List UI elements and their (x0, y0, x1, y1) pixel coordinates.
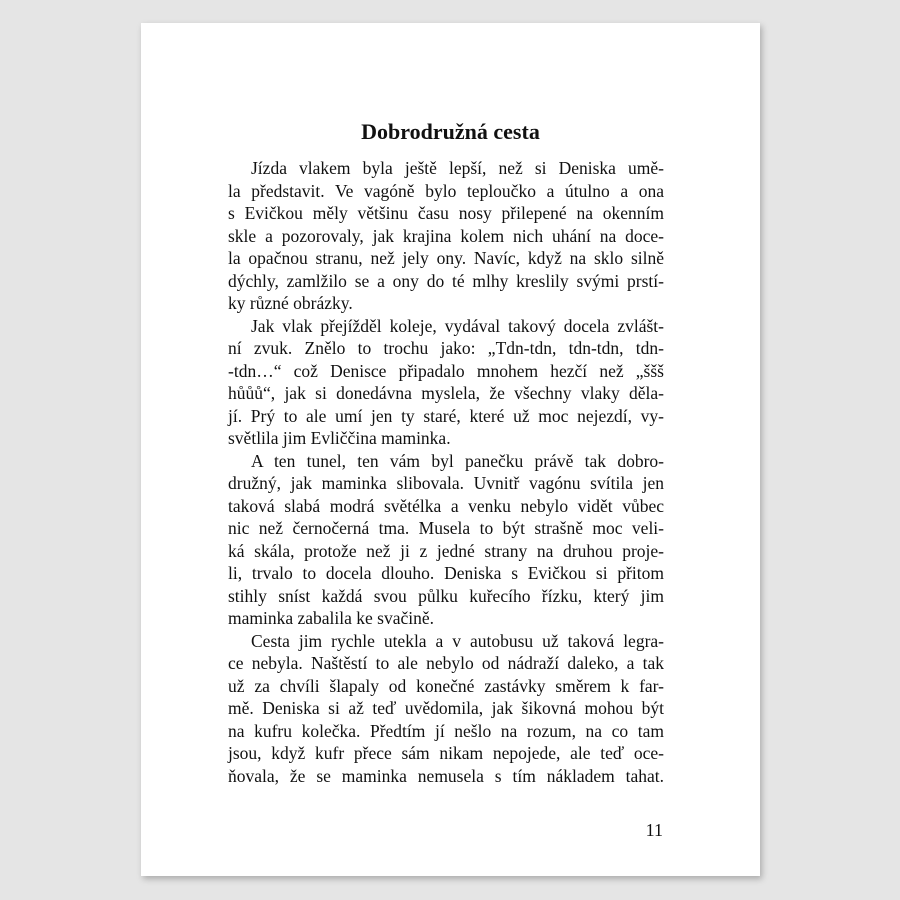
text-line: ká skála, protože než ji z jedné strany na druhou proje- (228, 540, 664, 561)
text-line: jí. Prý to ale umí jen ty staré, které už moc nejezdí, vy- (228, 405, 664, 426)
text-line: jsou, když kufr přece sám nikam nepojede, ale teď oce- (228, 743, 664, 763)
text-line: li, trvalo to docela dlouho. Deniska s Evičkou si přitom (228, 563, 664, 583)
text-line: Cesta jim rychle utekla a v autobusu už taková legra- (251, 630, 664, 651)
text-line: dýchly, zamlžilo se a ony do té mlhy kreslily svými prstí- (228, 270, 664, 291)
text-line: ky různé obrázky. (228, 293, 353, 313)
text-line: stihly sníst každá svou půlku kuřecího řízku, který jim (228, 585, 664, 606)
text-line: už za chvíli šlapaly od konečné zastávky směrem k far- (228, 675, 664, 696)
book-page (141, 23, 760, 876)
page-number: 11 (645, 820, 663, 840)
paragraph-3 (228, 450, 664, 630)
text-line: s Evičkou měly většinu času nosy přilepené na okenním (228, 203, 664, 223)
text-line: la opačnou stranu, než jely ony. Navíc, když na sklo silně (228, 248, 664, 268)
text-line: la představit. Ve vagóně bylo teploučko a útulno a ona (228, 180, 664, 201)
text-line: hůůů“, jak si donedávna myslela, že všechny vlaky děla- (228, 383, 664, 403)
chapter-title: Dobrodružná cesta (361, 119, 540, 144)
text-line: Jízda vlakem byla ještě lepší, než si Deniska umě- (251, 158, 664, 178)
paragraph-2 (228, 315, 664, 450)
text-line: světlila jim Evliččina maminka. (228, 428, 451, 448)
text-line: mě. Deniska si až teď uvědomila, jak šikovná mohou být (228, 698, 664, 718)
text-line: A ten tunel, ten vám byl panečku právě tak dobro- (251, 450, 664, 471)
paragraph-4 (228, 630, 664, 788)
text-line: skle a pozorovaly, jak krajina kolem nich uhání na doce- (228, 225, 664, 246)
text-line: taková slabá modrá světélka a venku nebylo vidět vůbec (228, 495, 664, 516)
text-line: Jak vlak přejížděl koleje, vydával takový docela zvlášt- (251, 315, 664, 336)
text-line: na kufru kolečka. Předtím jí nešlo na rozum, na co tam (228, 720, 664, 741)
text-line: maminka zabalila ke svačině. (228, 608, 435, 628)
text-line: nic než černočerná tma. Musela to být strašně moc veli- (228, 518, 664, 538)
text-line: družný, jak maminka slibovala. Uvnitř vagónu svítila jen (228, 473, 664, 493)
text-line: -tdn…“ což Denisce připadalo mnohem hezčí než „ššš (228, 360, 664, 381)
text-line: ňovala, že se maminka nemusela s tím nákladem tahat. (228, 765, 664, 786)
text-line: ní zvuk. Znělo to trochu jako: „Tdn-tdn, tdn-tdn, tdn- (228, 338, 664, 358)
text-line: ce nebyla. Naštěstí to ale nebylo od nádraží daleko, a tak (228, 653, 664, 673)
body-text (228, 157, 664, 787)
paragraph-1 (228, 157, 664, 315)
